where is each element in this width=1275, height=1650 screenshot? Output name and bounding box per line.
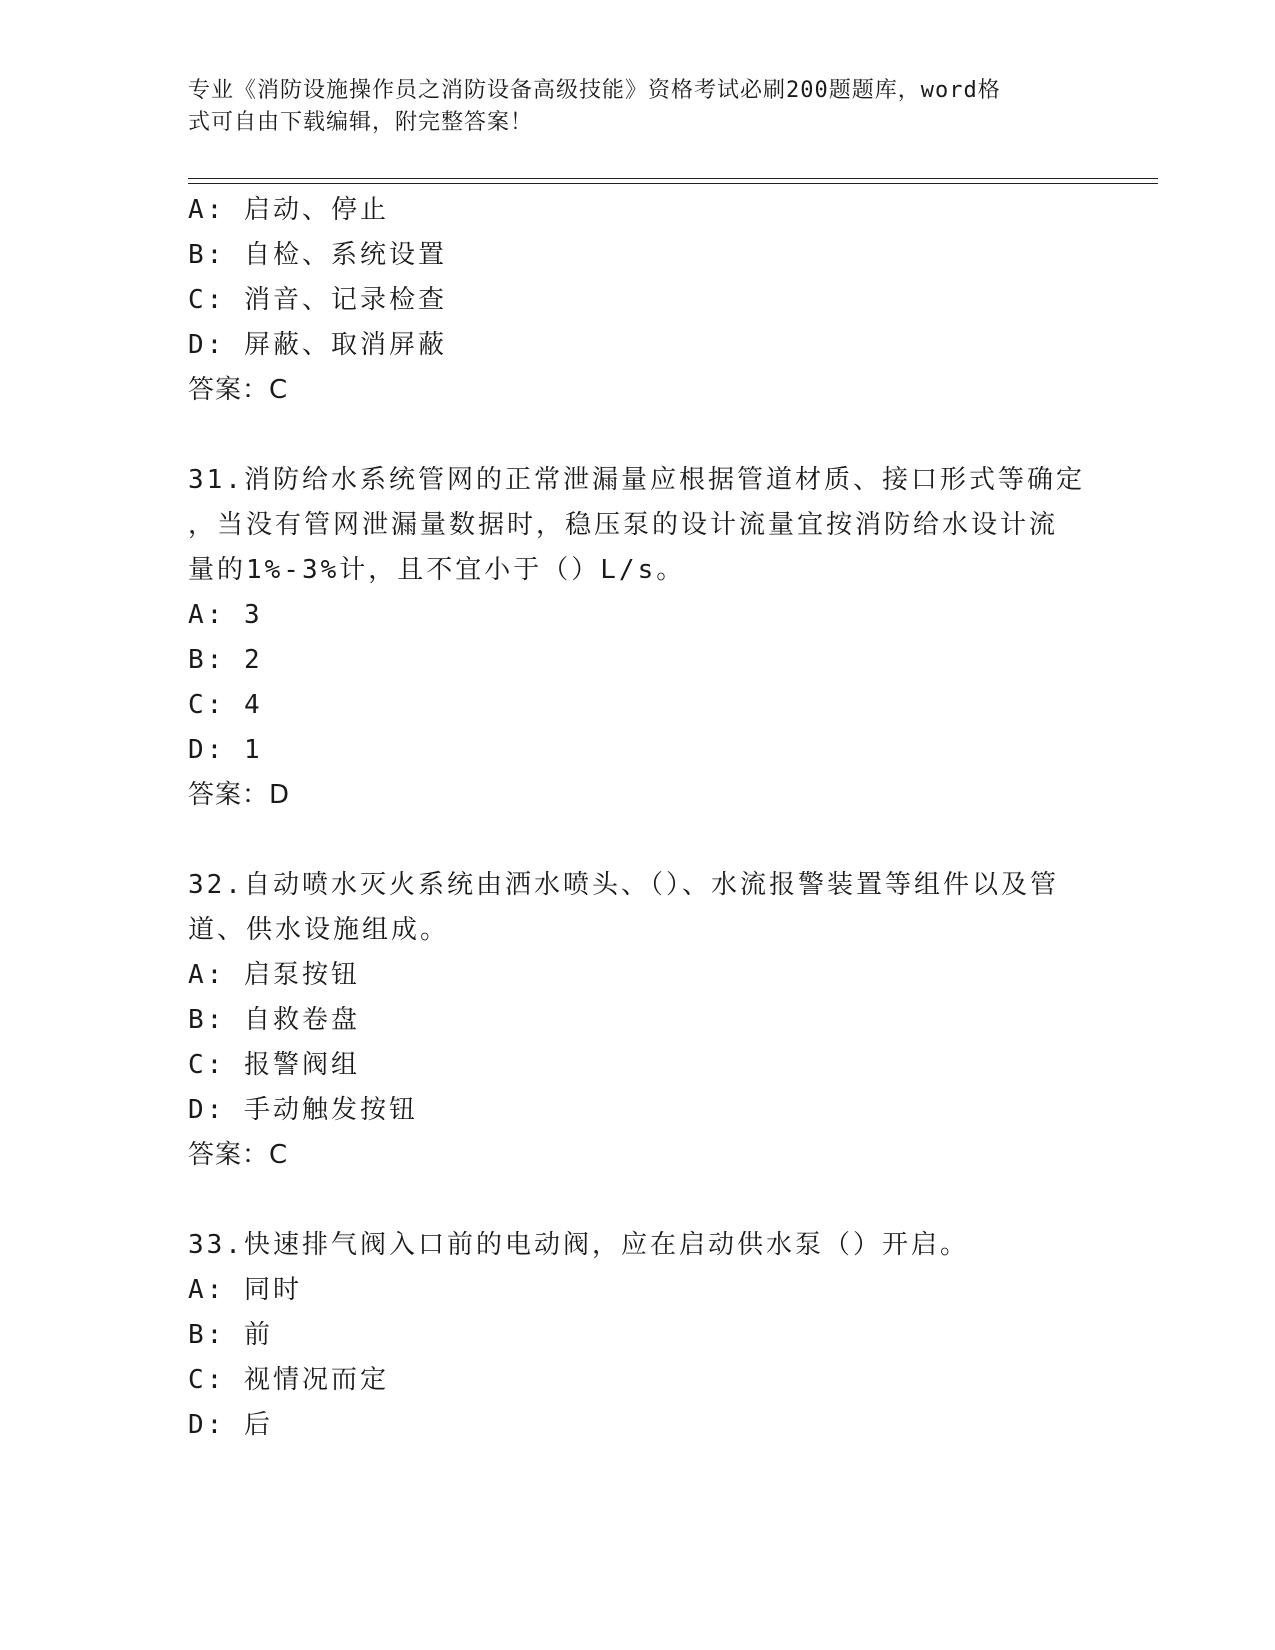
q33-option-a: A: 同时 xyxy=(188,1275,302,1305)
q32-option-b: B: 自救卷盘 xyxy=(188,1005,360,1035)
q33-option-b: B: 前 xyxy=(188,1320,273,1350)
header-line-1: 专业《消防设施操作员之消防设备高级技能》资格考试必刷200题题库，word格 xyxy=(188,78,1001,103)
q32-option-c: C: 报警阀组 xyxy=(188,1050,360,1080)
q31-stem-line-1: 31.消防给水系统管网的正常泄漏量应根据管道材质、接口形式等确定 xyxy=(188,465,1085,495)
q31-stem-line-2: ，当没有管网泄漏量数据时，稳压泵的设计流量宜按消防给水设计流 xyxy=(188,510,1059,540)
q33-option-c: C: 视情况而定 xyxy=(188,1365,389,1395)
header-divider-bottom xyxy=(188,183,1158,184)
document-header xyxy=(188,75,1078,139)
q30-option-a: A: 启动、停止 xyxy=(188,195,389,225)
q32-stem-line-1: 32.自动喷水灭火系统由洒水喷头、（）、水流报警装置等组件以及管 xyxy=(188,870,1059,900)
q31-option-a: A: 3 xyxy=(188,600,263,630)
q30-option-c: C: 消音、记录检查 xyxy=(188,285,447,315)
q31-answer: 答案：D xyxy=(188,780,291,810)
q32-option-d: D: 手动触发按钮 xyxy=(188,1095,418,1125)
q30-answer: 答案：C xyxy=(188,375,289,405)
q33-stem-line-1: 33.快速排气阀入口前的电动阀，应在启动供水泵（）开启。 xyxy=(188,1230,969,1260)
header-divider-top xyxy=(188,178,1158,179)
q31-option-d: D: 1 xyxy=(188,735,263,765)
q32-option-a: A: 启泵按钮 xyxy=(188,960,360,990)
q31-option-b: B: 2 xyxy=(188,645,263,675)
header-line-2: 式可自由下载编辑，附完整答案！ xyxy=(188,110,534,135)
q30-option-d: D: 屏蔽、取消屏蔽 xyxy=(188,330,447,360)
q30-option-b: B: 自检、系统设置 xyxy=(188,240,447,270)
q31-stem-line-3: 量的1%-3%计，且不宜小于（）L/s。 xyxy=(188,555,686,585)
q31-option-c: C: 4 xyxy=(188,690,263,720)
q32-answer: 答案：C xyxy=(188,1140,289,1170)
q33-option-d: D: 后 xyxy=(188,1410,273,1440)
q32-stem-line-2: 道、供水设施组成。 xyxy=(188,915,450,945)
